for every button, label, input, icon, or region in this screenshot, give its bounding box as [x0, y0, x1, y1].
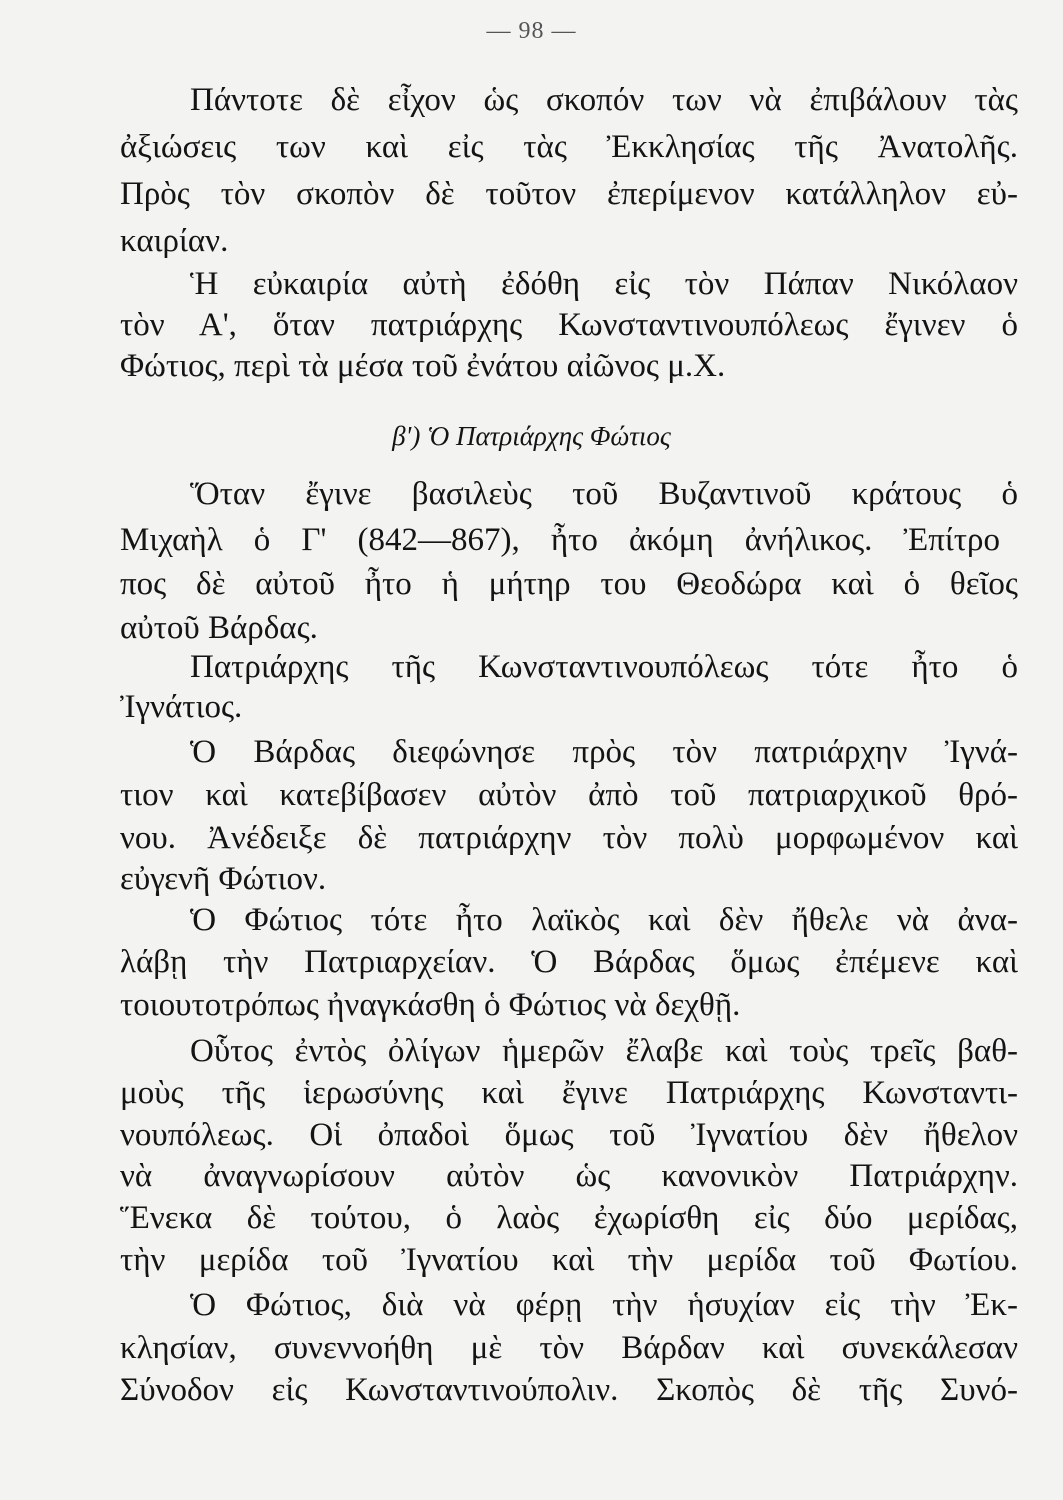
text-line: καιρίαν.	[120, 223, 229, 259]
text-line: λάβῃ τὴν Πατριαρχείαν. Ὁ Βάρδας ὅμως ἐπέμενε καὶ	[120, 944, 1018, 980]
text-line: ἀξιώσεις των καὶ εἰς τὰς Ἐκκλησίας τῆς Ἀνατολῆς.	[120, 129, 1018, 165]
text-line: Ὁ Φώτιος τότε ἦτο λαϊκὸς καὶ δὲν ἤθελε νὰ ἀνα-	[190, 902, 1018, 938]
text-line: Ἕνεκα δὲ τούτου, ὁ λαὸς ἐχωρίσθη εἰς δύο μερίδας,	[120, 1200, 1018, 1236]
text-line: τοιουτοτρόπως ἠναγκάσθη ὁ Φώτιος νὰ δεχθῇ.	[120, 987, 741, 1023]
text-line: τὸν Α', ὅταν πατριάρχης Κωνσταντινουπόλεως ἔγινεν ὁ	[120, 307, 1018, 343]
text-line: εὐγενῆ Φώτιον.	[120, 861, 327, 897]
section-heading: β') Ὁ Πατριάρχης Φώτιος	[392, 421, 671, 451]
text-line: τιον καὶ κατεβίβασεν αὐτὸν ἀπὸ τοῦ πατριαρχικοῦ θρό-	[120, 777, 1018, 813]
text-line: νου. Ἀνέδειξε δὲ πατριάρχην τὸν πολὺ μορφωμένον καὶ	[120, 820, 1018, 856]
text-line: κλησίαν, συνεννοήθη μὲ τὸν Βάρδαν καὶ συνεκάλεσαν	[120, 1330, 1018, 1366]
text-line: Ὅταν ἔγινε βασιλεὺς τοῦ Βυζαντινοῦ κράτους ὁ	[190, 476, 1018, 512]
text-line: Σύνοδον εἰς Κωνσταντινούπολιν. Σκοπὸς δὲ τῆς Συνό-	[120, 1372, 1018, 1408]
text-line: Πρὸς τὸν σκοπὸν δὲ τοῦτον ἐπερίμενον κατάλληλον εὐ-	[120, 176, 1018, 212]
text-line: Ἰγνάτιος.	[120, 689, 243, 725]
text-line: Ὁ Φώτιος, διὰ νὰ φέρῃ τὴν ἡσυχίαν εἰς τὴν Ἐκ-	[190, 1287, 1018, 1323]
text-line: νὰ ἀναγνωρίσουν αὐτὸν ὡς κανονικὸν Πατριάρχην.	[120, 1158, 1018, 1194]
text-line: μοὺς τῆς ἱερωσύνης καὶ ἔγινε Πατριάρχης Κωνσταντι-	[120, 1075, 1018, 1111]
text-line: Οὗτος ἐντὸς ὀλίγων ἡμερῶν ἔλαβε καὶ τοὺς τρεῖς βαθ-	[190, 1033, 1018, 1069]
text-line: πος δὲ αὐτοῦ ἦτο ἡ μήτηρ του Θεοδώρα καὶ ὁ θεῖος	[120, 566, 1018, 602]
text-line: νουπόλεως. Οἱ ὀπαδοὶ ὅμως τοῦ Ἰγνατίου δὲν ἤθελον	[120, 1117, 1018, 1153]
text-line: Πάντοτε δὲ εἶχον ὡς σκοπόν των νὰ ἐπιβάλουν τὰς	[190, 82, 1018, 118]
text-line: Πατριάρχης τῆς Κωνσταντινουπόλεως τότε ἦτο ὁ	[190, 649, 1018, 685]
text-line: τὴν μερίδα τοῦ Ἰγνατίου καὶ τὴν μερίδα τοῦ Φωτίου.	[120, 1242, 1018, 1278]
text-line: Ὁ Βάρδας διεφώνησε πρὸς τὸν πατριάρχην Ἰγνά-	[190, 734, 1018, 770]
page-number: — 98 —	[486, 18, 577, 44]
text-line: Μιχαὴλ ὁ Γ' (842—867), ἦτο ἀκόμη ἀνήλικος. Ἐπίτρο	[120, 522, 1000, 558]
text-line: Ἡ εὐκαιρία αὐτὴ ἐδόθη εἰς τὸν Πάπαν Νικόλαον	[190, 266, 1018, 302]
text-line: αὐτοῦ Βάρδας.	[120, 610, 318, 646]
text-line: Φώτιος, περὶ τὰ μέσα τοῦ ἐνάτου αἰῶνος μ.Χ.	[120, 348, 726, 384]
